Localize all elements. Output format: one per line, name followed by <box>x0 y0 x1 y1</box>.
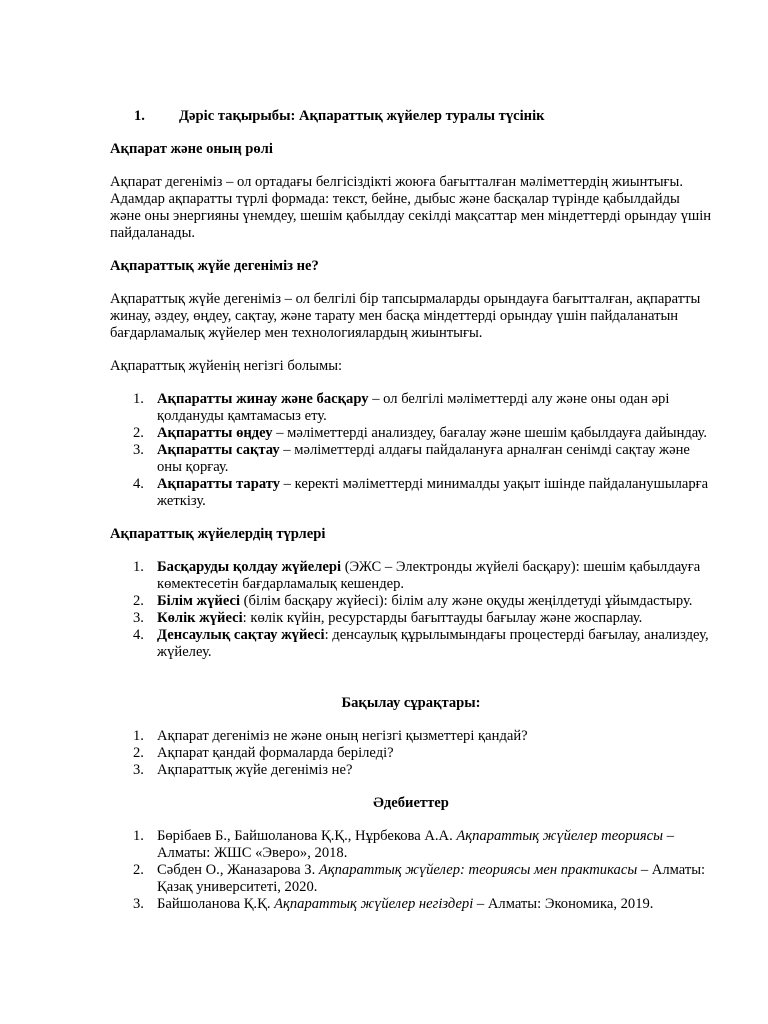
list-number: 4. <box>133 627 144 643</box>
list-item <box>110 425 712 442</box>
list-number: 2. <box>133 593 144 609</box>
list-number: 3. <box>133 610 144 626</box>
lecture-title-text: Дәріс тақырыбы: Ақпараттық жүйелер туралы түсінік <box>179 108 545 124</box>
list-number: 1. <box>133 391 144 407</box>
questions-heading: Бақылау сұрақтары: <box>341 695 481 711</box>
list-term: Ақпаратты жинау және басқару <box>157 391 369 407</box>
list-item <box>110 610 712 627</box>
list-number: 1. <box>133 728 144 744</box>
list-term: Денсаулық сақтау жүйесі <box>157 627 325 643</box>
question-text: Ақпарат қандай формаларда беріледі? <box>157 745 394 761</box>
list-item <box>110 728 712 745</box>
section-heading-system-types: Ақпараттық жүйелердің түрлері <box>110 526 326 542</box>
literature-authors: Сәбден О., Жаназарова З. <box>157 862 319 878</box>
list-desc: – мәліметтерді анализдеу, бағалау және шешім қабылдауға дайындау. <box>272 425 708 441</box>
list-number: 3. <box>133 762 144 778</box>
list-number: 3. <box>133 442 144 458</box>
list-term: Ақпаратты өңдеу <box>157 425 273 441</box>
literature-publisher: – Алматы: ЖШС «Эверо», 2018. <box>157 828 674 861</box>
list-number: 1. <box>133 828 144 844</box>
list-term: Басқаруды қолдау жүйелері <box>157 559 342 575</box>
list-desc: : көлік күйін, ресурстарды бағыттауды бағылау және жоспарлау. <box>242 610 643 626</box>
list-term: Ақпаратты сақтау <box>157 442 280 458</box>
literature-authors: Бөрібаев Б., Байшоланова Қ.Қ., Нұрбекова А.А. <box>157 828 457 844</box>
list-term: Ақпаратты тарату <box>157 476 281 492</box>
list-item <box>110 476 712 510</box>
list-desc: – ол белгілі мәліметтерді алу және оны одан әрі қолдануды қамтамасыз ету. <box>157 391 670 424</box>
list-item <box>110 391 712 425</box>
list-item <box>110 862 712 896</box>
section-heading-info-role: Ақпарат және оның рөлі <box>110 141 273 157</box>
system-types-list <box>110 559 712 661</box>
literature-authors: Байшоланова Қ.Қ. <box>157 896 275 912</box>
question-text: Ақпарат дегеніміз не және оның негізгі қызметтері қандай? <box>157 728 528 744</box>
literature-publisher: – Алматы: Қазақ университеті, 2020. <box>157 862 706 895</box>
lecture-title <box>134 108 712 125</box>
list-desc: (білім басқару жүйесі): білім алу және оқуды жеңілдетуді ұйымдастыру. <box>240 593 693 609</box>
document-page <box>110 108 712 929</box>
components-intro: Ақпараттық жүйенің негізгі болымы: <box>110 358 343 374</box>
questions-list <box>110 728 712 779</box>
paragraph-info-system-definition: Ақпараттық жүйе дегеніміз – ол белгілі бір тапсырмаларды орындауға бағытталған, ақпаратты жинау, әздеу, өңдеу, сақтау, және тарату мен басқа міндеттерді орындау үшін пайдаланатын бағдарламалық жүйелер мен технологиялардың жиынтығы. <box>110 291 701 341</box>
list-term: Білім жүйесі <box>157 593 241 609</box>
list-term: Көлік жүйесі <box>157 610 243 626</box>
list-desc: : денсаулық құрылымындағы процестерді бағылау, анализдеу, жүйелеу. <box>157 627 709 660</box>
list-item <box>110 745 712 762</box>
lecture-number: 1. <box>134 108 145 124</box>
list-number: 3. <box>133 896 144 912</box>
list-number: 2. <box>133 862 144 878</box>
literature-title: Ақпараттық жүйелер негіздері <box>274 896 474 912</box>
list-item <box>110 828 712 862</box>
list-number: 2. <box>133 745 144 761</box>
list-number: 2. <box>133 425 144 441</box>
literature-heading: Әдебиеттер <box>373 795 449 811</box>
list-desc: (ЭЖС – Электронды жүйелі басқару): шешім қабылдауға көмектесетін бағдарламалық кешендер. <box>157 559 701 592</box>
list-desc: – мәліметтерді алдағы пайдалануға арналған сенімді сақтау және оны қорғау. <box>157 442 690 475</box>
question-text: Ақпараттық жүйе дегеніміз не? <box>157 762 353 778</box>
list-item <box>110 627 712 661</box>
literature-list <box>110 828 712 913</box>
literature-publisher: – Алматы: Экономика, 2019. <box>473 896 654 912</box>
list-item <box>110 762 712 779</box>
literature-title: Ақпараттық жүйелер: теориясы мен практикасы <box>318 862 638 878</box>
spacer <box>110 677 712 695</box>
list-number: 4. <box>133 476 144 492</box>
list-item <box>110 559 712 593</box>
list-item <box>110 442 712 476</box>
list-number: 1. <box>133 559 144 575</box>
list-item <box>110 896 712 913</box>
paragraph-info-definition: Ақпарат дегеніміз – ол ортадағы белгісіздікті жоюға бағытталған мәліметтердің жиынтығы. Адамдар ақпаратты түрлі формада: текст, бейне, дыбыс және басқалар түрінде қабылдайды және оны энергияны үнемдеу, шешім қабылдау секілді мақсаттар мен міндеттерді орындау үшін пайдаланады. <box>110 174 712 241</box>
literature-title: Ақпараттық жүйелер теориясы <box>456 828 664 844</box>
section-heading-info-system: Ақпараттық жүйе дегеніміз не? <box>110 258 319 274</box>
components-list <box>110 391 712 510</box>
list-item <box>110 593 712 610</box>
list-desc: – керекті мәліметтерді минималды уақыт ішінде пайдаланушыларға жеткізу. <box>157 476 709 509</box>
